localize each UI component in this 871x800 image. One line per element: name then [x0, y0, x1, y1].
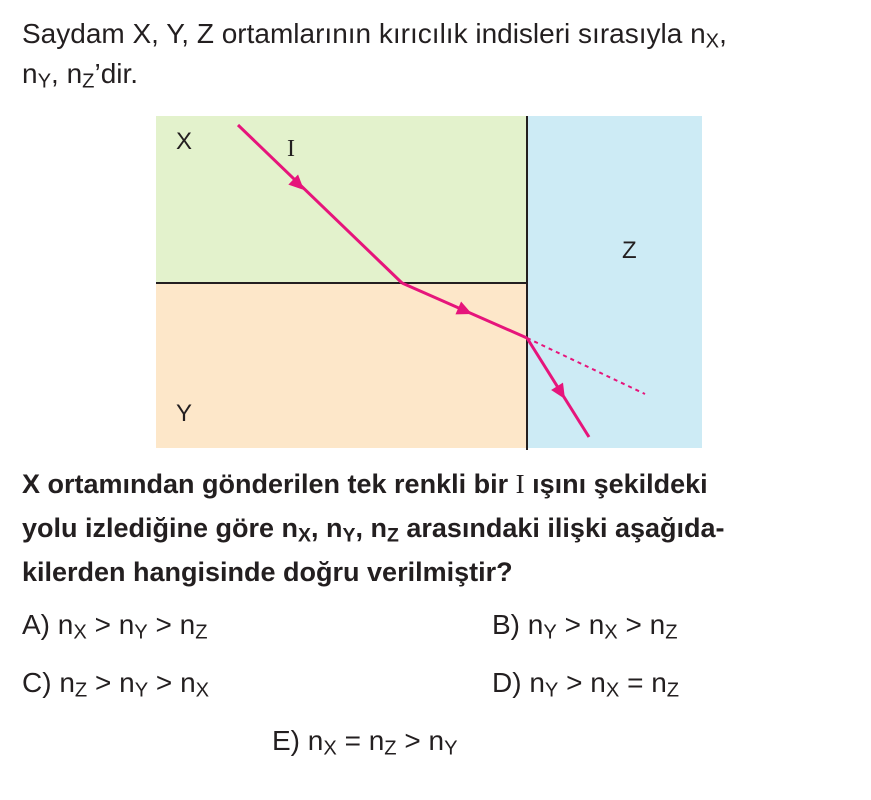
question-text-part: ışını şekildeki — [524, 469, 708, 499]
label-medium-y: Y — [176, 400, 193, 427]
subscript: Y — [444, 737, 458, 760]
medium-y-region — [156, 283, 527, 448]
subscript-x: X — [298, 524, 311, 547]
intro-text: , n — [51, 58, 83, 89]
medium-z-region — [528, 116, 702, 448]
question-text-part: yolu izlediğine göre n — [22, 513, 299, 543]
question-text-part: , n — [311, 513, 343, 543]
option-text: > n — [558, 667, 606, 698]
label-medium-z: Z — [622, 237, 637, 264]
subscript: Z — [195, 621, 208, 644]
option-label: C) n — [22, 667, 75, 698]
option-label: A) n — [22, 609, 74, 640]
subscript: Z — [74, 679, 88, 702]
subscript: Y — [543, 621, 557, 644]
subscript: Y — [544, 679, 559, 702]
option-label: E) n — [272, 725, 324, 756]
subscript: X — [323, 737, 337, 760]
intro-text: Saydam X, Y, Z ortamlarının kırıcılık indisleri sırasıyla n — [22, 18, 706, 49]
subscript: Z — [666, 679, 680, 702]
question-text-part: , n — [355, 513, 387, 543]
question-text-part: X ortamından gönderilen tek renkli bir — [22, 469, 516, 499]
option-e[interactable] — [272, 724, 458, 758]
option-text: > n — [148, 667, 196, 698]
subscript-z: Z — [82, 70, 95, 93]
subscript: X — [605, 679, 620, 702]
intro-text: ’dir. — [94, 58, 139, 89]
medium-x-region — [156, 116, 527, 282]
subscript: Y — [134, 621, 148, 644]
option-c[interactable] — [22, 666, 209, 700]
option-text: = n — [336, 725, 385, 756]
subscript: Z — [665, 621, 678, 644]
subscript-y: Y — [37, 70, 52, 93]
intro-text: n — [22, 58, 38, 89]
subscript: X — [73, 621, 87, 644]
option-a[interactable] — [22, 608, 208, 642]
option-text: > n — [86, 609, 135, 640]
option-text: > n — [396, 725, 445, 756]
option-text: > n — [617, 609, 666, 640]
question-line-1 — [22, 462, 725, 506]
option-label: D) n — [492, 667, 545, 698]
option-d[interactable] — [492, 666, 679, 700]
option-b[interactable] — [492, 608, 678, 642]
subscript: Y — [134, 679, 149, 702]
label-ray-i: I — [287, 136, 295, 162]
ray-symbol: I — [515, 469, 525, 499]
subscript: X — [604, 621, 618, 644]
label-medium-x: X — [176, 128, 193, 155]
option-label: B) n — [492, 609, 544, 640]
intro-text: , — [719, 18, 727, 49]
option-text: > n — [556, 609, 605, 640]
question-line-2 — [22, 506, 725, 550]
subscript: Z — [384, 737, 397, 760]
question-text-part: arasındaki ilişki aşağıda- — [398, 513, 725, 543]
subscript: X — [195, 679, 210, 702]
subscript-x: X — [705, 30, 720, 53]
question-text — [22, 462, 725, 594]
question-line-3: kilerden hangisinde doğru verilmiştir? — [22, 557, 513, 587]
option-text: > n — [147, 609, 196, 640]
subscript-y: Y — [342, 524, 356, 547]
option-text: = n — [619, 667, 667, 698]
subscript-z: Z — [386, 524, 399, 547]
option-text: > n — [87, 667, 135, 698]
